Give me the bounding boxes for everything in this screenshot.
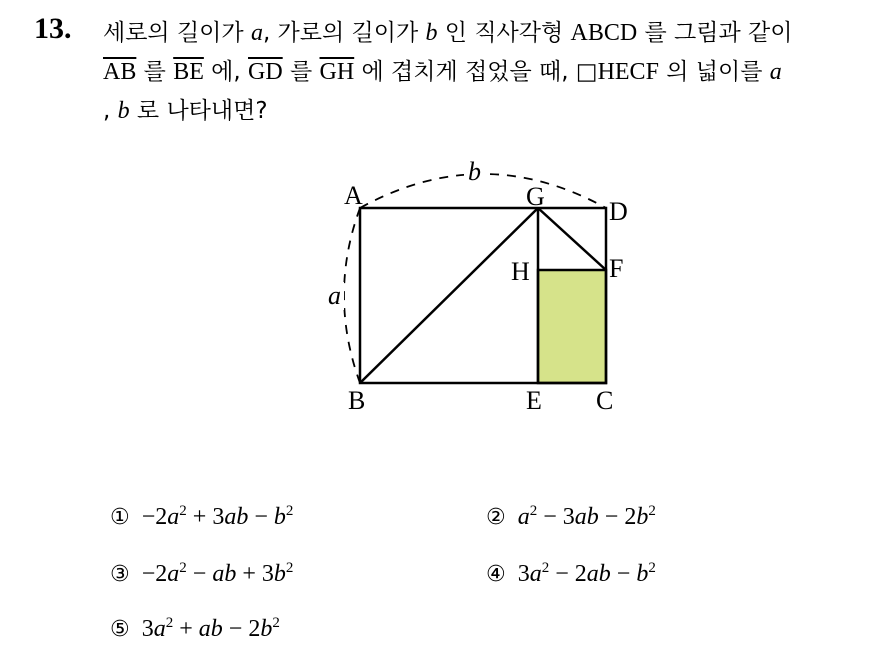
exponent: 2 [272,615,280,631]
var: ab [212,561,237,587]
label-b: b [468,157,481,186]
exponent: 2 [285,560,294,576]
var-b: b [425,20,438,46]
question-text-line-2 [103,53,782,86]
var: b [636,561,649,587]
text: 세로의 길이가 [103,20,251,46]
option-2[interactable] [486,503,656,531]
var: ab [574,504,599,530]
term: − [248,504,274,530]
option-number: ⑤ [110,617,130,642]
text: 를 [282,59,320,85]
label-a: a [328,281,341,310]
label-B: B [348,386,366,415]
label-G: G [526,182,545,211]
exponent: 2 [165,615,174,631]
var: ab [224,504,249,530]
text: 를 [136,59,174,85]
term: 3 [517,561,530,587]
label-A: A [344,181,363,210]
segment-gh: $\overline{GH}$ [319,59,355,85]
term: − 3 [537,504,575,530]
term: − 2 [549,561,587,587]
question-text-line-3 [103,92,268,125]
var: a [167,504,180,530]
term: − 2 [222,616,261,642]
option-number: ③ [110,562,130,587]
square-symbol: □ [575,59,598,85]
shaded-rect-hecf [538,270,606,383]
exponent: 2 [541,560,550,576]
quad-name: HECF [597,59,659,85]
term: + [173,616,199,642]
term: + 3 [186,504,225,530]
var: ab [586,561,611,587]
option-1[interactable] [110,503,293,531]
var: b [273,504,286,530]
segment-be: $\overline{BE}$ [173,59,204,85]
text: 의 넓이를 [658,59,770,85]
term: − [186,561,213,587]
option-number: ② [486,505,506,530]
var: b [260,616,273,642]
term: − [610,561,637,587]
option-3[interactable] [110,560,293,588]
var-a: a [250,20,263,46]
exponent: 2 [648,503,656,519]
var: b [273,561,286,587]
text: 인 직사각형 [437,20,571,46]
rect-name: ABCD [570,20,638,46]
label-F: F [609,254,624,283]
text: 에, [203,59,249,85]
text: 에 겹치게 접었을 때, [354,59,576,85]
var-b: b [117,98,130,124]
fold-line-gf [538,208,606,270]
geometry-figure [300,150,660,430]
text: 로 나타내면? [129,98,268,124]
fold-line-bg [360,208,538,383]
text: 를 그림과 같이 [637,20,793,46]
term: 3 [141,616,154,642]
label-C: C [596,386,614,415]
var: ab [198,616,223,642]
text: , [103,98,118,124]
exponent: 2 [179,560,187,576]
exponent: 2 [285,503,294,519]
var: a [167,561,180,587]
label-D: D [609,197,628,226]
question-number: 13. [34,12,72,45]
option-number: ① [110,505,130,530]
term: −2 [141,561,168,587]
text: , 가로의 길이가 [262,20,426,46]
arc-a [344,208,360,383]
term: + 3 [236,561,274,587]
var: a [153,616,166,642]
segment-ab: $\overline{AB}$ [103,59,137,85]
var: a [517,504,530,530]
option-5[interactable] [110,615,280,643]
exponent: 2 [648,560,656,576]
term: −2 [141,504,168,530]
var-a: a [769,59,782,85]
option-number: ④ [486,562,506,587]
var: a [529,561,542,587]
option-4[interactable] [486,560,656,588]
label-H: H [511,257,530,286]
exponent: 2 [179,503,187,519]
label-E: E [526,386,542,415]
term: − 2 [598,504,637,530]
question-text-line-1 [103,14,792,47]
var: b [636,504,649,530]
exponent: 2 [529,503,538,519]
segment-gd: $\overline{GD}$ [248,59,283,85]
